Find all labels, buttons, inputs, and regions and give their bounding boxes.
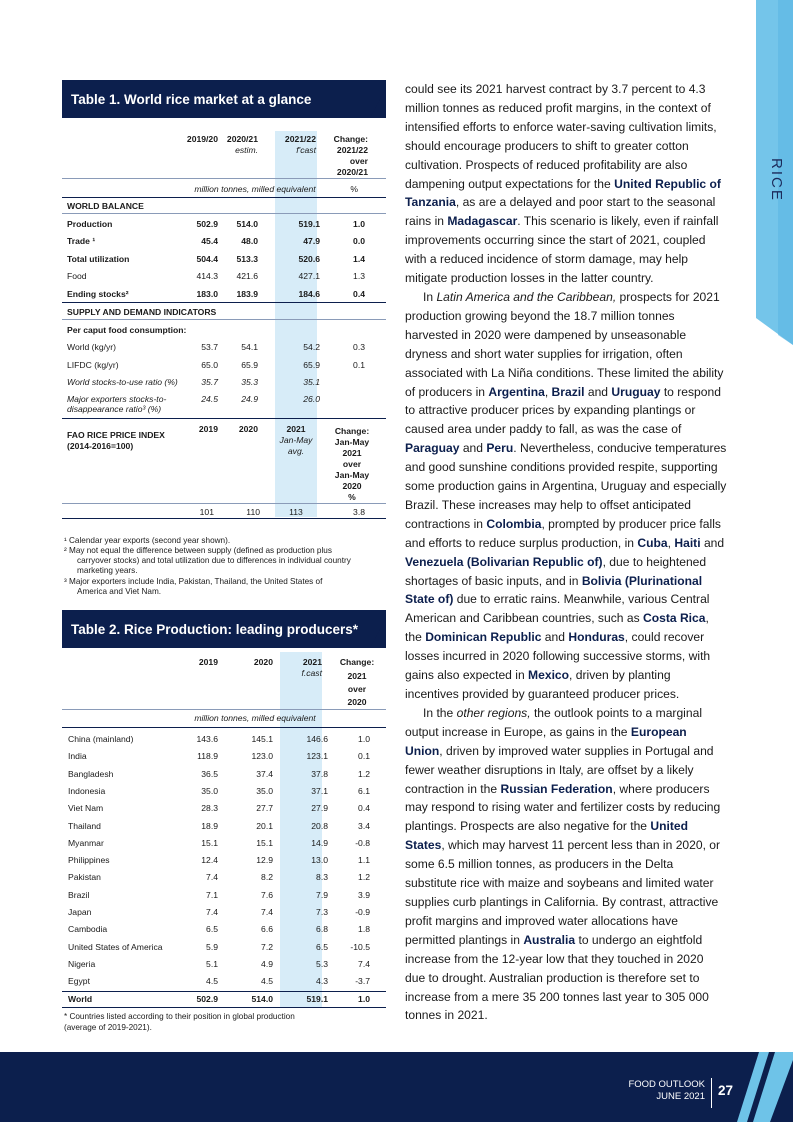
table2-cell: 27.7: [256, 803, 273, 814]
body-text: [405, 80, 727, 1025]
table1-cell: 427.1: [298, 271, 320, 281]
table1-cell: 502.9: [196, 219, 218, 229]
table1-row-label: Trade ¹: [67, 236, 96, 246]
table2-row-label: Pakistan: [68, 872, 101, 883]
footer-publication: [628, 1079, 705, 1103]
text-run: and: [459, 441, 487, 456]
table2-cell: 1.1: [358, 855, 370, 866]
table2-row-label: Bangladesh: [68, 768, 114, 779]
bold-term: Honduras: [568, 630, 625, 645]
bold-term: Colombia: [486, 516, 542, 531]
table1-col-header-line2: estim.: [235, 145, 258, 155]
text-run: , driven by improved water supplies in Portugal and fewer weather disruptions in Italy, are offset by a likely contraction in the: [405, 743, 714, 796]
table1-row-label: Production: [67, 219, 113, 229]
table2-cell: 28.3: [201, 803, 218, 814]
table1-price-header: 2020: [238, 424, 258, 434]
table2-cell: -10.5: [350, 941, 370, 952]
table1-cell: 520.6: [298, 254, 320, 264]
bold-term: Peru: [486, 441, 514, 456]
table1-cell: 54.1: [241, 342, 258, 352]
table1-cell: 504.4: [196, 254, 218, 264]
table2-col-header-3: over: [347, 684, 367, 694]
table1-footnote: America and Viet Nam.: [77, 587, 162, 596]
table1-cell: 26.0: [303, 394, 320, 404]
table2-col-header: 2019: [198, 657, 218, 667]
table2-row-label: Myanmar: [68, 837, 104, 848]
bold-term: Madagascar: [447, 214, 518, 229]
table1-cell: 421.6: [236, 271, 258, 281]
table2-cell: 1.2: [358, 768, 370, 779]
text-run: and: [541, 630, 569, 645]
table1-cell: 519.1: [298, 219, 320, 229]
table1-rule: [62, 319, 386, 320]
table2-cell: 36.5: [201, 768, 218, 779]
table1-cell: 24.5: [201, 394, 218, 404]
table2-row-label: World: [68, 993, 93, 1004]
table2-cell: 123.1: [306, 751, 328, 762]
table2-title-bar: [62, 610, 386, 648]
table2-cell: 20.8: [311, 820, 328, 831]
table2-row-label: Nigeria: [68, 958, 96, 969]
table2-cell: 13.0: [311, 855, 328, 866]
footer-title: FOOD OUTLOOK: [628, 1079, 705, 1090]
table1-col-header: 2019/20: [186, 134, 218, 144]
table1-price-header-2: Jan-May: [279, 435, 313, 445]
table1-title-bar: [62, 80, 386, 118]
table2-cell: 35.0: [201, 785, 218, 796]
text-run: , as are a delayed and poor start to the seasonal rains in: [405, 195, 716, 229]
table2-footnote: * Countries listed according to their position in global production: [64, 1012, 295, 1021]
text-run: , prompted by producer price falls and efforts to reduce surplus production, in: [405, 516, 721, 550]
table1-rule: [62, 302, 386, 303]
table2-cell: 5.3: [316, 958, 328, 969]
text-run: and: [700, 535, 725, 550]
table2-row-label: Indonesia: [68, 785, 106, 796]
table1-price-header-5: Jan-May: [334, 470, 370, 480]
table2-cell: 18.9: [201, 820, 218, 831]
text-run: , the: [405, 611, 709, 645]
table1-rule: [62, 418, 386, 419]
table2-cell: 5.1: [206, 958, 218, 969]
table2-row-label: Japan: [68, 907, 92, 917]
table2-row-label: India: [68, 751, 87, 762]
table2-cell: 14.9: [311, 837, 328, 848]
text-run: due to erratic rains. Meanwhile, various Central American and Caribbean countries, such as: [405, 592, 710, 626]
paragraph-1: [405, 80, 727, 288]
table1-price-cell: 113: [289, 507, 303, 517]
table2-col-header: 2021: [302, 657, 322, 667]
bold-term: Mexico: [528, 668, 570, 683]
table1-col-header-line3: over: [349, 156, 368, 166]
table2-col-header-4: 2020: [347, 697, 367, 707]
table2-cell: 3.9: [358, 889, 370, 900]
text-run: , due to heightened shortages of basic inputs, and in: [405, 554, 707, 588]
text-run: In: [423, 289, 437, 304]
table2-cell: 1.0: [358, 993, 370, 1004]
table1-row-label: Ending stocks²: [67, 289, 129, 299]
table2-cell: 6.5: [206, 924, 218, 935]
text-run: , which may harvest 11 percent less than in 2020, or some 6.5 million tonnes, as producers in the Delta substitute rice with maize and soybeans and limited water supplies curb plantings in California. By contrast, attractive profit margins and improved water allocations have permitted plantings in: [405, 838, 721, 947]
table1-row-label: World stocks-to-use ratio (%): [67, 377, 178, 387]
table1-cell: 513.3: [236, 254, 258, 264]
bold-term: Brazil: [551, 384, 585, 399]
bold-term: Bolivia (Plurinational State of): [405, 573, 703, 607]
table1-row-label-line2: disappearance ratio³ (%): [67, 404, 162, 414]
table2-cell: 146.6: [306, 734, 328, 744]
table2-cell: 6.8: [316, 924, 328, 935]
table2-cell: 514.0: [251, 993, 273, 1004]
bold-term: Argentina: [488, 384, 545, 399]
table1-unit: million tonnes, milled equivalent: [194, 184, 316, 194]
table1-cell: 47.9: [303, 236, 320, 246]
text-run: ,: [544, 384, 552, 399]
table2-cell: 7.4: [206, 907, 218, 917]
table2-cell: 6.5: [316, 941, 328, 952]
bold-term: Uruguay: [611, 384, 661, 399]
bold-term: Costa Rica: [642, 611, 706, 626]
bold-term: United Republic of Tanzania: [405, 176, 721, 210]
table2-col-header: 2020: [253, 657, 273, 667]
table2-cell: 7.9: [316, 889, 328, 900]
table1-cell: 35.3: [241, 377, 258, 387]
table2-rule: [62, 727, 386, 728]
table1-row-label: Major exporters stocks-to-: [67, 394, 167, 404]
footer-date: JUNE 2021: [656, 1091, 705, 1102]
table1-rule: [62, 178, 386, 179]
table1-section-supply: SUPPLY AND DEMAND INDICATORS: [67, 307, 217, 317]
table1-price-header: 2021: [286, 424, 306, 434]
table2-cell: 118.9: [197, 751, 218, 762]
table1-footnote: ² May not equal the difference between supply (defined as production plus: [64, 546, 332, 555]
table1-cell: 65.9: [241, 360, 258, 370]
bold-term: Australia: [523, 932, 576, 947]
table2-cell: 37.8: [311, 768, 328, 779]
text-run: , could recover losses incurred in 2020 following successive storms, with gains also expected in: [405, 630, 711, 683]
table2-cell: 37.4: [256, 768, 273, 779]
table1-cell: 0.4: [353, 289, 365, 299]
table1-price-header: Change:: [334, 426, 370, 436]
table2-cell: 1.0: [358, 734, 370, 744]
table2-cell: 35.0: [256, 785, 273, 796]
table2-cell: 7.4: [358, 958, 370, 969]
paragraph-3: [405, 704, 727, 1025]
table2-cell: 37.1: [311, 785, 328, 796]
table2-cell: 0.4: [358, 803, 370, 814]
table2-cell: 15.1: [256, 837, 273, 848]
text-run: ,: [667, 535, 675, 550]
table1-cell: 24.9: [241, 394, 258, 404]
table1-cell: 184.6: [298, 289, 320, 299]
table2-cell: 8.2: [261, 872, 273, 883]
table1-cell: 65.9: [303, 360, 320, 370]
table1-col-header-line2: 2021/22: [336, 145, 368, 155]
text-run: could see its 2021 harvest contract by 3.7 percent to 4.3 million tonnes as reduced profit margins, in the context of intensified efforts to enforce water-saving cultivation limits, should encourage producers to shift to greater cotton cultivation. Prospects of reduced profitability are also dampening output expectations for the: [405, 82, 717, 191]
text-run: to undergo an eightfold increase from the 12-year low that they touched in 2020 due to drought. Australian production is therefore set to increase from a mere 35 200 tonnes last year to 305 000 tonnes in 2021.: [405, 932, 709, 1023]
table1-row-label: Total utilization: [67, 254, 130, 264]
bold-term: European Union: [405, 724, 687, 758]
table1-col-header: 2020/21: [226, 134, 258, 144]
table1-price-label-2: (2014-2016=100): [67, 441, 134, 451]
table2-cell: 7.2: [261, 941, 273, 952]
table1-price-header-3: 2021: [342, 448, 362, 458]
table2-rule: [62, 1007, 386, 1008]
table1-cell: 0.1: [353, 360, 365, 370]
table2-row-label: Thailand: [68, 820, 101, 831]
table2-row-label: Cambodia: [68, 924, 108, 935]
table2-cell: -3.7: [355, 976, 370, 987]
table1-cell: 0.3: [353, 342, 365, 352]
text-run: . Nevertheless, conducive temperatures and good sunshine conditions provided respite, supporting some production gains in Argentina, Uruguay and especially Brazil. These increases may help to offset anticipated contractions in: [405, 441, 727, 531]
table1-price-cell: 110: [246, 507, 260, 517]
table2-cell: 4.5: [261, 976, 273, 987]
table2-cell: 143.6: [196, 734, 218, 744]
table2-cell: 3.4: [358, 820, 370, 831]
table2-cell: 4.5: [206, 976, 218, 987]
table2-footnote: (average of 2019-2021).: [64, 1023, 152, 1032]
table2-cell: 502.9: [196, 993, 218, 1004]
text-run: and: [584, 384, 612, 399]
table2-cell: 6.6: [261, 924, 273, 935]
table1-cell: 183.0: [196, 289, 218, 299]
paragraph-2: [405, 288, 727, 704]
table1-cell: 35.1: [303, 377, 320, 387]
table1-unit-pct: %: [350, 184, 358, 194]
table2-cell: 519.1: [306, 993, 328, 1004]
table1-footnote: ¹ Calendar year exports (second year shown).: [64, 536, 231, 545]
table2-rule: [62, 991, 386, 992]
footer-separator: [711, 1078, 712, 1108]
table1-price-header-4: over: [342, 459, 362, 469]
table1-rule: [62, 197, 386, 198]
bold-term: United States: [405, 819, 689, 853]
table1-col-header: 2021/22: [284, 134, 316, 144]
table1-price-cell: 3.8: [353, 507, 365, 517]
bold-term: Venezuela (Bolivarian Republic of): [405, 554, 603, 569]
table1-cell: 514.0: [236, 219, 258, 229]
table1-cell: 54.2: [303, 342, 320, 352]
table1-price-header-3: avg.: [287, 446, 305, 456]
table1-rule: [62, 518, 386, 519]
table2-cell: 7.1: [206, 889, 218, 900]
table2-row-label: United States of America: [68, 941, 163, 952]
table2-cell: 4.9: [261, 958, 273, 969]
table2-cell: 1.8: [358, 924, 370, 935]
table1-cell: 1.3: [353, 271, 365, 281]
table2-row-label: Brazil: [68, 889, 90, 900]
table2-cell: 123.0: [251, 751, 273, 762]
table2-cell: 7.3: [316, 907, 328, 917]
table1-row-label: Food: [67, 271, 87, 281]
table2-unit: million tonnes, milled equivalent: [194, 713, 316, 723]
table2-col-header-2: f.cast: [301, 668, 322, 678]
table1-cell: 0.0: [353, 236, 365, 246]
bold-term: Haiti: [674, 535, 701, 550]
table2-col-header: Change:: [339, 657, 375, 667]
table1-cell: 183.9: [236, 289, 258, 299]
table2-cell: 0.1: [358, 751, 370, 762]
text-run: to respond to attractive producer prices by expanding plantings or caused area under paddy to fall, as was the case of: [405, 384, 721, 437]
table2-cell: 5.9: [206, 941, 218, 952]
table1-price-label: FAO RICE PRICE INDEX: [67, 430, 165, 440]
table2-row-label: China (mainland): [68, 734, 134, 744]
bold-term: Paraguay: [405, 441, 460, 456]
page-number: 27: [718, 1083, 734, 1098]
text-run: In the: [423, 705, 457, 720]
table2-cell: -0.8: [355, 837, 370, 848]
table1-cell: 1.0: [353, 219, 365, 229]
table2-cell: 15.1: [201, 837, 218, 848]
table1-cell: 1.4: [353, 254, 365, 264]
table1-price-header-6: 2020: [342, 481, 362, 491]
table2-cell: 4.3: [316, 976, 328, 987]
table1-footnote: carryover stocks) and total utilization due to differences in individual country: [77, 556, 351, 565]
bold-term: Russian Federation: [500, 781, 613, 796]
table2-cell: 1.2: [358, 872, 370, 883]
table1-col-header: Change:: [333, 134, 368, 144]
table2-cell: 7.4: [261, 907, 273, 917]
table2-cell: 8.3: [316, 872, 328, 883]
table2-cell: 7.4: [206, 872, 218, 883]
table1-price-header-2: Jan-May: [334, 437, 370, 447]
table2-cell: 6.1: [358, 785, 370, 796]
table2-cell: 145.1: [251, 734, 273, 744]
table2-row-label: Egypt: [68, 976, 90, 987]
text-run: , driven by planting incentives provided by guaranteed producer prices.: [405, 668, 680, 701]
table2-cell: 27.9: [311, 803, 328, 814]
bold-term: Dominican Republic: [425, 630, 542, 645]
side-tab-label: RICE: [768, 158, 785, 202]
table2-cell: 7.6: [261, 889, 273, 900]
table1-price-header: 2019: [198, 424, 218, 434]
table2-cell: 20.1: [256, 820, 273, 831]
table1-cell: 48.0: [241, 236, 258, 246]
table1-subsection: Per caput food consumption:: [67, 325, 187, 335]
text-run: , where producers may respond to rising water and fertilizer costs by reducing plantings. Prospects are also negative for the: [405, 781, 721, 834]
table1-price-header-7: %: [348, 492, 356, 502]
table1-title: Table 1. World rice market at a glance: [62, 80, 386, 118]
table1-price-cell: 101: [199, 507, 214, 517]
table1-col-header-line4: 2020/21: [336, 167, 368, 177]
text-run: the outlook points to a marginal output increase in Europe, as gains in the: [405, 705, 703, 739]
italic-term: Latin America and the Caribbean,: [436, 289, 617, 304]
bold-term: Cuba: [637, 535, 668, 550]
table2-row-label: Viet Nam: [68, 803, 104, 814]
table1-col-header-line2: f'cast: [296, 145, 316, 155]
table1-cell: 35.7: [201, 377, 218, 387]
table1-rule: [62, 213, 386, 214]
text-run: prospects for 2021 production growing beyond the 18.7 million tonnes harvested in 2020 were dampened by unseasonable dryness and short water supplies for irrigation, often associated with La Niña conditions. These limited the ability of producers in: [405, 289, 724, 399]
italic-term: other regions,: [456, 705, 531, 720]
table2-cell: 12.4: [201, 855, 218, 866]
table2-title: Table 2. Rice Production: leading producers*: [62, 610, 386, 648]
table1-cell: 65.0: [201, 360, 218, 370]
table1-footnote: ³ Major exporters include India, Pakistan, Thailand, the United States of: [64, 577, 323, 586]
table2-cell: 12.9: [256, 855, 273, 866]
table1-cell: 45.4: [201, 236, 218, 246]
table1-cell: 53.7: [201, 342, 218, 352]
table2-cell: -0.9: [355, 907, 370, 917]
table1-row-label: World (kg/yr): [67, 342, 117, 352]
table1-section-world: WORLD BALANCE: [67, 201, 144, 211]
table1-cell: 414.3: [196, 271, 218, 281]
text-run: . This scenario is likely, even if rainfall improvements occurring since the start of 2021, coupled with a reduced incidence of storm damage, may help mitigate production losses in the latter country.: [405, 214, 719, 286]
table2-row-label: Philippines: [68, 855, 110, 866]
table1-rule: [62, 503, 386, 504]
table2-rule: [62, 709, 386, 710]
table1-footnote: marketing years.: [77, 566, 138, 575]
table2-col-header-2: 2021: [347, 671, 367, 681]
table1-row-label: LIFDC (kg/yr): [67, 360, 119, 370]
